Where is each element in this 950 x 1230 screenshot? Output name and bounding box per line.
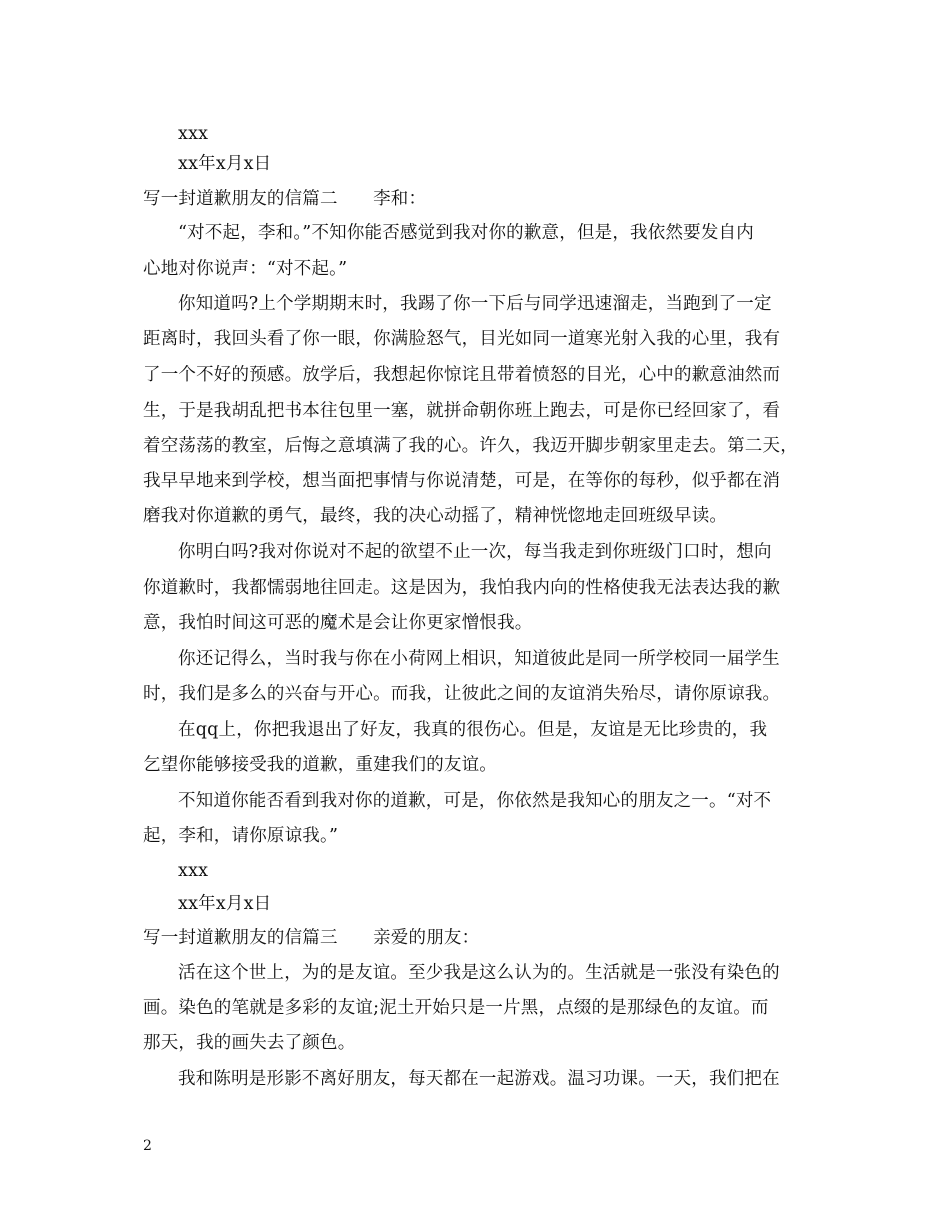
text-line: 我早早地来到学校，想当面把事情与你说清楚，可是，在等你的每秒，似乎都在消 <box>143 471 781 491</box>
text-line: xxx <box>178 861 209 881</box>
text-line: 了一个不好的预感。放学后，我想起你惊诧且带着愤怒的目光，心中的歉意油然而 <box>143 365 781 385</box>
text-line: 乞望你能够接受我的道歉，重建我们的友谊。 <box>143 755 497 775</box>
text-line: 在qq上，你把我退出了好友，我真的很伤心。但是，友谊是无比珍贵的，我 <box>178 720 768 740</box>
text-line: 你知道吗?上个学期期末时，我踢了你一下后与同学迅速溜走，当跑到了一定 <box>178 294 772 314</box>
text-line: 写一封道歉朋友的信篇三 亲爱的朋友： <box>143 928 480 948</box>
text-line: 意，我怕时间这可恶的魔术是会让你更家憎恨我。 <box>143 613 533 633</box>
text-line: 磨我对你道歉的勇气，最终，我的决心动摇了，精神恍惚地走回班级早读。 <box>143 506 728 526</box>
text-line: 活在这个世上，为的是友谊。至少我是这么认为的。生活就是一张没有染色的 <box>178 963 780 983</box>
text-line: xx年x月x日 <box>178 154 272 174</box>
text-line: 你明白吗?我对你说对不起的欲望不止一次，每当我走到你班级门口时，想向 <box>178 542 772 562</box>
text-line: xx年x月x日 <box>178 894 272 914</box>
text-line: 不知道你能否看到我对你的道歉，可是，你依然是我知心的朋友之一。“对不 <box>178 791 772 811</box>
text-line: 时，我们是多么的兴奋与开心。而我，让彼此之间的友谊消失殆尽，请你原谅我。 <box>143 684 781 704</box>
text-line: 距离时，我回头看了你一眼，你满脸怒气，目光如同一道寒光射入我的心里，我有 <box>143 329 781 349</box>
text-line: 生，于是我胡乱把书本往包里一塞，就拼命朝你班上跑去，可是你已经回家了，看 <box>143 401 781 421</box>
text-line: “对不起，李和。”不知你能否感觉到我对你的歉意，但是，我依然要发自内 <box>178 223 754 243</box>
text-line: 那天，我的画失去了颜色。 <box>143 1033 356 1053</box>
text-line: 你还记得么，当时我与你在小荷网上相识，知道彼此是同一所学校同一届学生 <box>178 649 780 669</box>
text-line: 写一封道歉朋友的信篇二 李和： <box>143 189 427 209</box>
page-number: 2 <box>143 1138 152 1154</box>
text-line: 心地对你说声：“对不起。” <box>143 259 348 279</box>
text-line: 你道歉时，我都懦弱地往回走。这是因为，我怕我内向的性格使我无法表达我的歉 <box>143 578 781 598</box>
text-line: xxx <box>178 124 209 144</box>
text-line: 起，李和，请你原谅我。” <box>143 826 339 846</box>
text-line: 着空荡荡的教室，后悔之意填满了我的心。许久，我迈开脚步朝家里走去。第二天， <box>143 436 798 456</box>
text-line: 画。染色的笔就是多彩的友谊;泥土开始只是一片黑，点缀的是那绿色的友谊。而 <box>143 998 769 1018</box>
text-line: 我和陈明是形影不离好朋友，每天都在一起游戏。温习功课。一天，我们把在 <box>178 1069 780 1089</box>
